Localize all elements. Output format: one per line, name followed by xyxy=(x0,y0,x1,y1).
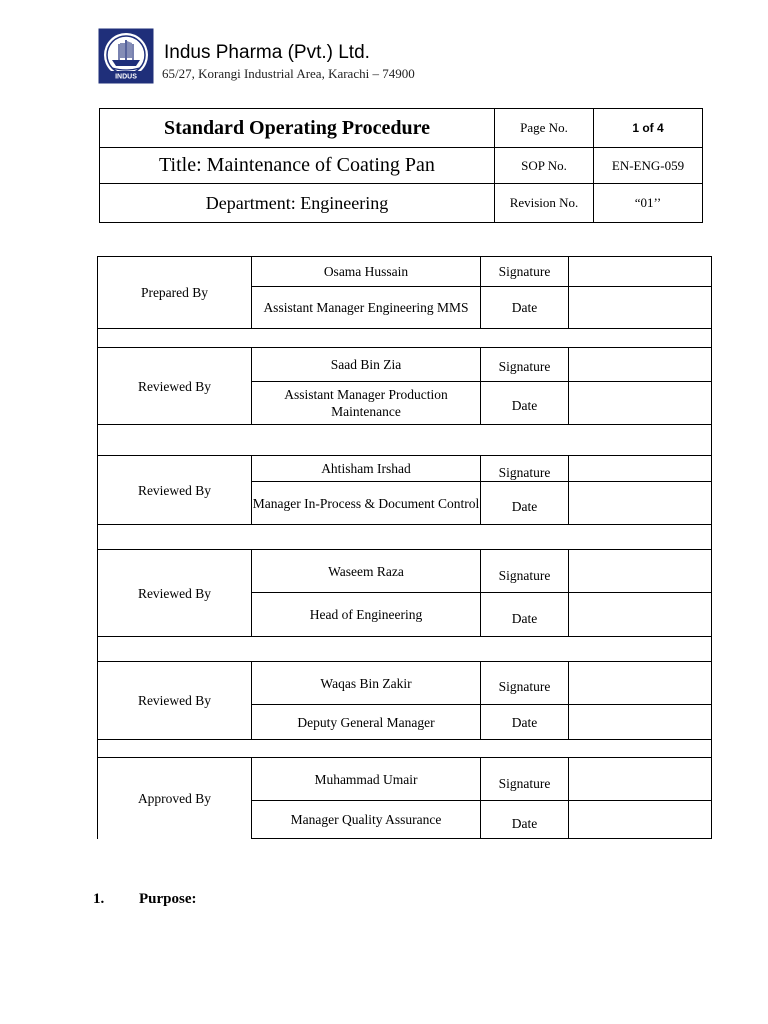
section-number: 1. xyxy=(93,891,105,907)
signature-label: Signature xyxy=(498,359,551,374)
signature-label: Signature xyxy=(498,567,551,583)
sop-number-label: SOP No. xyxy=(495,148,594,184)
role-label: Reviewed By xyxy=(137,378,212,394)
date-field[interactable] xyxy=(569,382,711,424)
date-field[interactable] xyxy=(569,801,711,838)
role-label: Reviewed By xyxy=(137,585,212,601)
doc-type: Standard Operating Procedure xyxy=(100,109,495,148)
revision-value: “01’’ xyxy=(594,184,703,223)
sop-header-table xyxy=(99,108,703,223)
logo-text: INDUS xyxy=(115,73,137,81)
company-name: Indus Pharma (Pvt.) Ltd. xyxy=(164,42,370,63)
signature-label: Signature xyxy=(498,678,551,694)
page-label: Page No. xyxy=(495,109,594,148)
signature-label: Signature xyxy=(498,464,551,480)
department: Department: Engineering xyxy=(100,184,495,223)
role-label: Reviewed By xyxy=(137,693,212,708)
date-label: Date xyxy=(511,498,538,514)
signatory-designation: Manager In-Process & Document Control xyxy=(252,495,480,511)
signatory-name: Saad Bin Zia xyxy=(330,357,402,372)
signature-label: Signature xyxy=(498,264,551,279)
signatory-name: Waseem Raza xyxy=(328,563,404,579)
date-label: Date xyxy=(511,815,538,831)
signatory-designation: Assistant Manager Production Maintenance xyxy=(284,387,448,419)
signatory-name: Osama Hussain xyxy=(323,264,409,279)
date-field[interactable] xyxy=(569,482,711,524)
company-logo xyxy=(98,28,154,84)
role-label: Approved By xyxy=(137,791,212,806)
company-address: 65/27, Korangi Industrial Area, Karachi – 74900 xyxy=(162,66,415,81)
role-label: Prepared By xyxy=(140,285,209,300)
signature-field[interactable] xyxy=(569,456,711,481)
page-value: 1 of 4 xyxy=(594,109,703,148)
signatory-designation: Head of Engineering xyxy=(309,607,423,622)
date-label: Date xyxy=(511,714,538,730)
signature-field[interactable] xyxy=(569,758,711,800)
signatory-designation: Deputy General Manager xyxy=(297,714,435,730)
signatory-name: Muhammad Umair xyxy=(314,771,418,787)
signature-field[interactable] xyxy=(569,550,711,592)
signatory-name: Waqas Bin Zakir xyxy=(320,675,412,691)
date-label: Date xyxy=(511,398,538,413)
revision-label: Revision No. xyxy=(495,184,594,223)
sop-number-value: EN-ENG-059 xyxy=(594,148,703,184)
signature-field[interactable] xyxy=(569,662,711,704)
signature-field[interactable] xyxy=(569,257,711,286)
signatory-designation: Manager Quality Assurance xyxy=(290,812,442,827)
sop-title: Title: Maintenance of Coating Pan xyxy=(100,148,495,184)
date-label: Date xyxy=(511,610,538,626)
signatory-name: Ahtisham Irshad xyxy=(321,461,411,476)
signature-label: Signature xyxy=(498,775,551,791)
date-field[interactable] xyxy=(569,705,711,739)
date-field[interactable] xyxy=(569,593,711,636)
date-field[interactable] xyxy=(569,287,711,328)
section-title: Purpose: xyxy=(139,891,197,907)
role-label: Reviewed By xyxy=(137,482,212,498)
date-label: Date xyxy=(511,300,538,315)
signature-field[interactable] xyxy=(569,348,711,381)
signatory-designation: Assistant Manager Engineering MMS xyxy=(263,300,469,315)
